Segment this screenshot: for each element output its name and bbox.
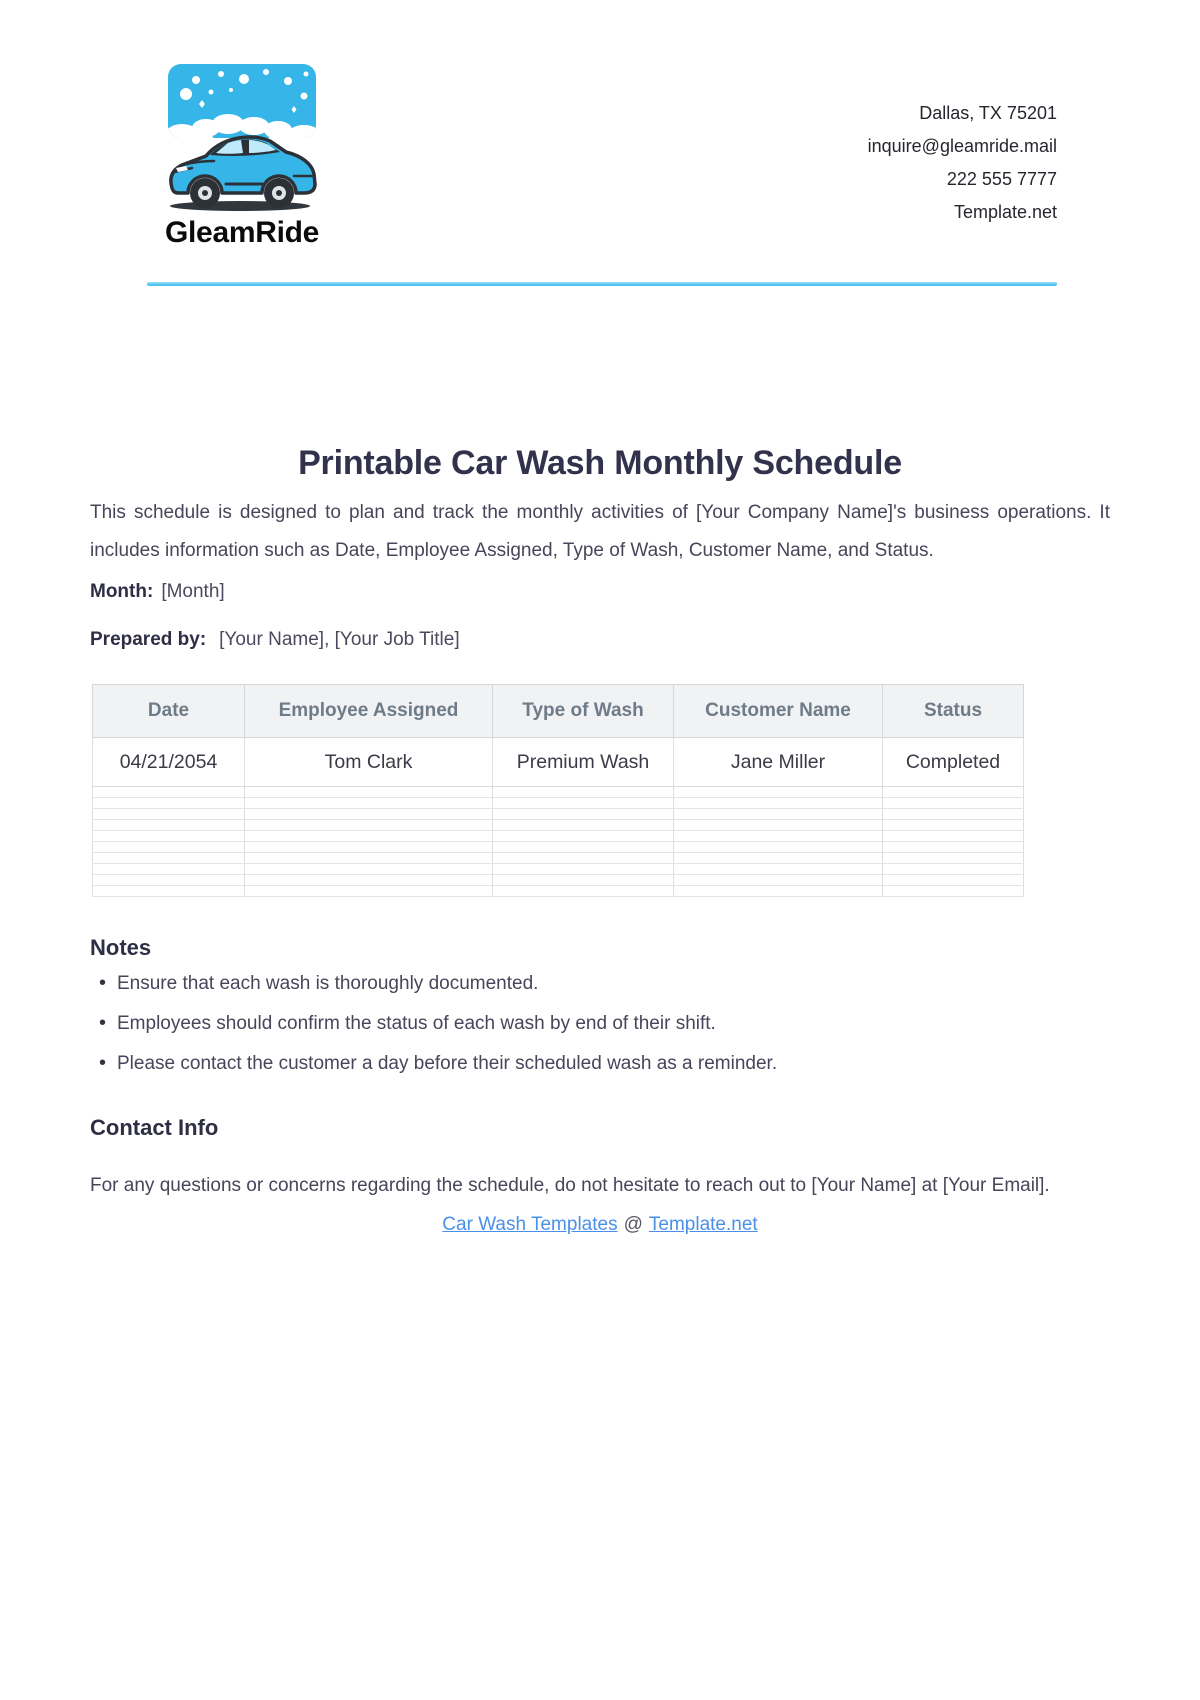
page-title: Printable Car Wash Monthly Schedule [298,444,902,482]
prepared-by-line [90,625,1110,655]
note-item: • Employees should confirm the status of each wash by end of their shift. [90,1009,1110,1039]
empty-schedule-row [93,798,1024,809]
empty-schedule-row [93,820,1024,831]
gleamride-logo [146,64,338,250]
column-header-date: Date [93,685,245,738]
cell-status: Completed [883,738,1024,787]
template-net-link[interactable]: Template.net [648,1214,758,1235]
notes-title: Notes [90,935,152,960]
empty-schedule-row [93,864,1024,875]
column-header-customer-name: Customer Name [674,685,883,738]
column-header-status: Status [883,685,1024,738]
contact-phone: 222 555 7777 [946,169,1057,189]
note-item: • Please contact the customer a day before their scheduled wash as a reminder. [90,1049,1110,1079]
empty-schedule-row [93,787,1024,798]
month-value: [Month] [161,581,225,602]
cell-date: 04/21/2054 [93,738,245,787]
table-row [93,738,1024,787]
empty-schedule-row [93,809,1024,820]
cell-type-of-wash: Premium Wash [493,738,674,787]
schedule-table-empty-rows [93,787,1024,897]
month-label: Month: [90,581,154,602]
empty-schedule-row [93,853,1024,864]
contact-address: Dallas, TX 75201 [919,103,1057,123]
notes-list [90,969,1110,1079]
car-wash-templates-link[interactable]: Car Wash Templates [442,1214,618,1235]
prepared-by-label: Prepared by: [90,629,207,650]
contact-info-title: Contact Info [90,1115,219,1140]
brand-name: GleamRide [164,216,320,249]
empty-schedule-row [93,831,1024,842]
cell-employee-assigned: Tom Clark [245,738,493,787]
contact-info-text: For any questions or concerns regarding the schedule, do not hesitate to reach out to [Your Name] at [Your Email]. [90,1175,1050,1196]
at-separator: @ [623,1214,643,1235]
footer-links [90,1211,1110,1239]
car-wash-logo-icon [166,64,318,214]
empty-schedule-row [93,875,1024,886]
table-header-row [93,685,1024,738]
header-divider [147,282,1057,286]
note-item: • Ensure that each wash is thoroughly documented. [90,969,1110,999]
column-header-type-of-wash: Type of Wash [493,685,674,738]
empty-schedule-row [93,842,1024,853]
schedule-table [92,684,1024,897]
header-contact-block [868,97,1057,229]
column-header-employee-assigned: Employee Assigned [245,685,493,738]
contact-website: Template.net [953,202,1057,222]
cell-customer-name: Jane Miller [674,738,883,787]
intro-paragraph: This schedule is designed to plan and track the monthly activities of [Your Company Name]'s business operations. It includes information such as Date, Employee Assigned, Type of Wash, Customer Name, and Status. [90,502,1110,561]
empty-schedule-row [93,886,1024,897]
contact-email: inquire@gleamride.mail [867,136,1057,156]
month-line [90,577,1110,607]
prepared-by-value: [Your Name], [Your Job Title] [219,629,460,650]
car-icon [170,137,315,211]
